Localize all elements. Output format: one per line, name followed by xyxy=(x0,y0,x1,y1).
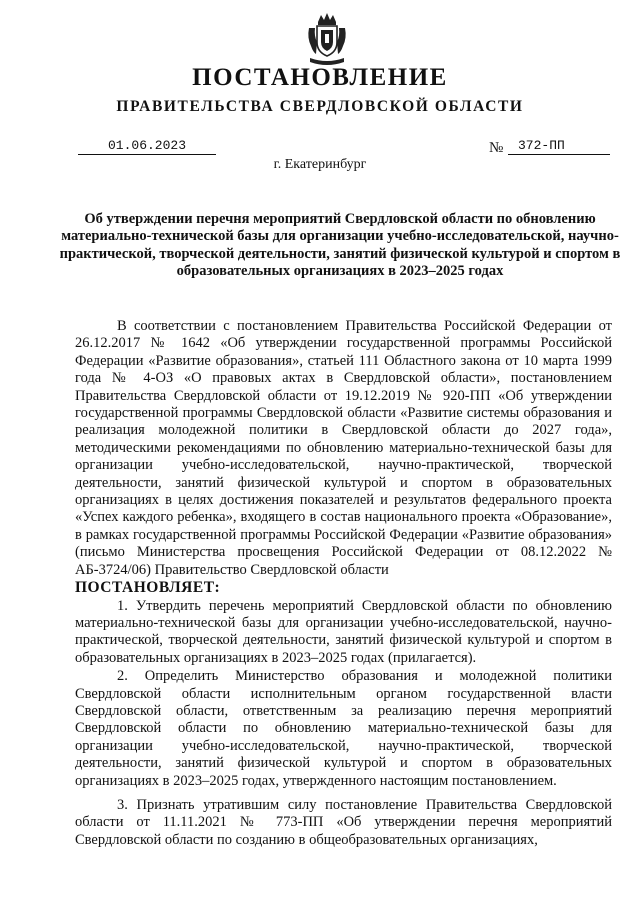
coat-of-arms-icon xyxy=(306,12,348,68)
document-date: 01.06.2023 xyxy=(78,138,216,155)
document-body xyxy=(75,318,612,849)
clause-3: 3. Признать утратившим силу постановление Правительства Свердловской области от 11.11.2021 № 773-ПП «Об утверждении перечня мероприятий Свердловской области по созданию в общеобразовательных организациях, xyxy=(75,796,612,848)
document-heading: Об утверждении перечня мероприятий Свердловской области по обновлению материально-технической базы для организации учебно-исследовательской, научно-практической, творческой деятельности, занятий физической культурой и спортом в образовательных организациях в 2023–2025 годах xyxy=(59,211,621,280)
document-city: г. Екатеринбург xyxy=(273,157,367,172)
issuing-authority: ПРАВИТЕЛЬСТВА СВЕРДЛОВСКОЙ ОБЛАСТИ xyxy=(116,98,524,115)
preamble-paragraph: В соответствии с постановлением Правительства Российской Федерации от 26.12.2017 № 1642 «Об утверждении государственной программы Российской Федерации «Развитие образования», статьей 111 Областного закона от 10 марта 1999 года № 4-ОЗ «О правовых актах в Свердловской области», постановлением Правительства Свердловской области от 19.12.2019 № 920-ПП «Об утверждении государственной программы Свердловской области «Развитие системы образования и реализация молодежной политики в Свердловской области до 2027 года», методическими рекомендациями по обновлению материально-технической базы для организации учебно-исследовательской, научно-практической, творческой деятельности, занятий физической культурой и спортом в образовательных организациях в целях достижения показателей и результатов федерального проекта «Успех каждого ребенка», входящего в состав национального проекта «Образование», в рамках государственной программы Российской Федерации «Развитие образования» (письмо Министерства просвещения Российской Федерации от 08.12.2022 № АБ-3724/06) Правительство Свердловской области xyxy=(75,318,612,578)
document-number: 372-ПП xyxy=(508,138,610,155)
document-type-title: ПОСТАНОВЛЕНИЕ xyxy=(192,64,448,91)
clause-1: 1. Утвердить перечень мероприятий Свердловской области по обновлению материально-технической базы для организации учебно-исследовательской, научно-практической, творческой деятельности, занятий физической культурой и спортом в образовательных организациях в 2023–2025 годах (прилагается). xyxy=(75,597,612,666)
number-sign: № xyxy=(489,140,504,156)
resolve-heading: ПОСТАНОВЛЯЕТ: xyxy=(75,579,221,597)
clause-2: 2. Определить Министерство образования и молодежной политики Свердловской области исполнительным органом государственной власти Свердловской области, ответственным за реализацию перечня мероприятий Свердловской области по обновлению материально-технической базы для организации учебно-исследовательской, научно-практической, творческой деятельности, занятий физической культурой и спортом в образовательных организациях в 2023–2025 годах, утвержденного настоящим постановлением. xyxy=(75,668,612,789)
